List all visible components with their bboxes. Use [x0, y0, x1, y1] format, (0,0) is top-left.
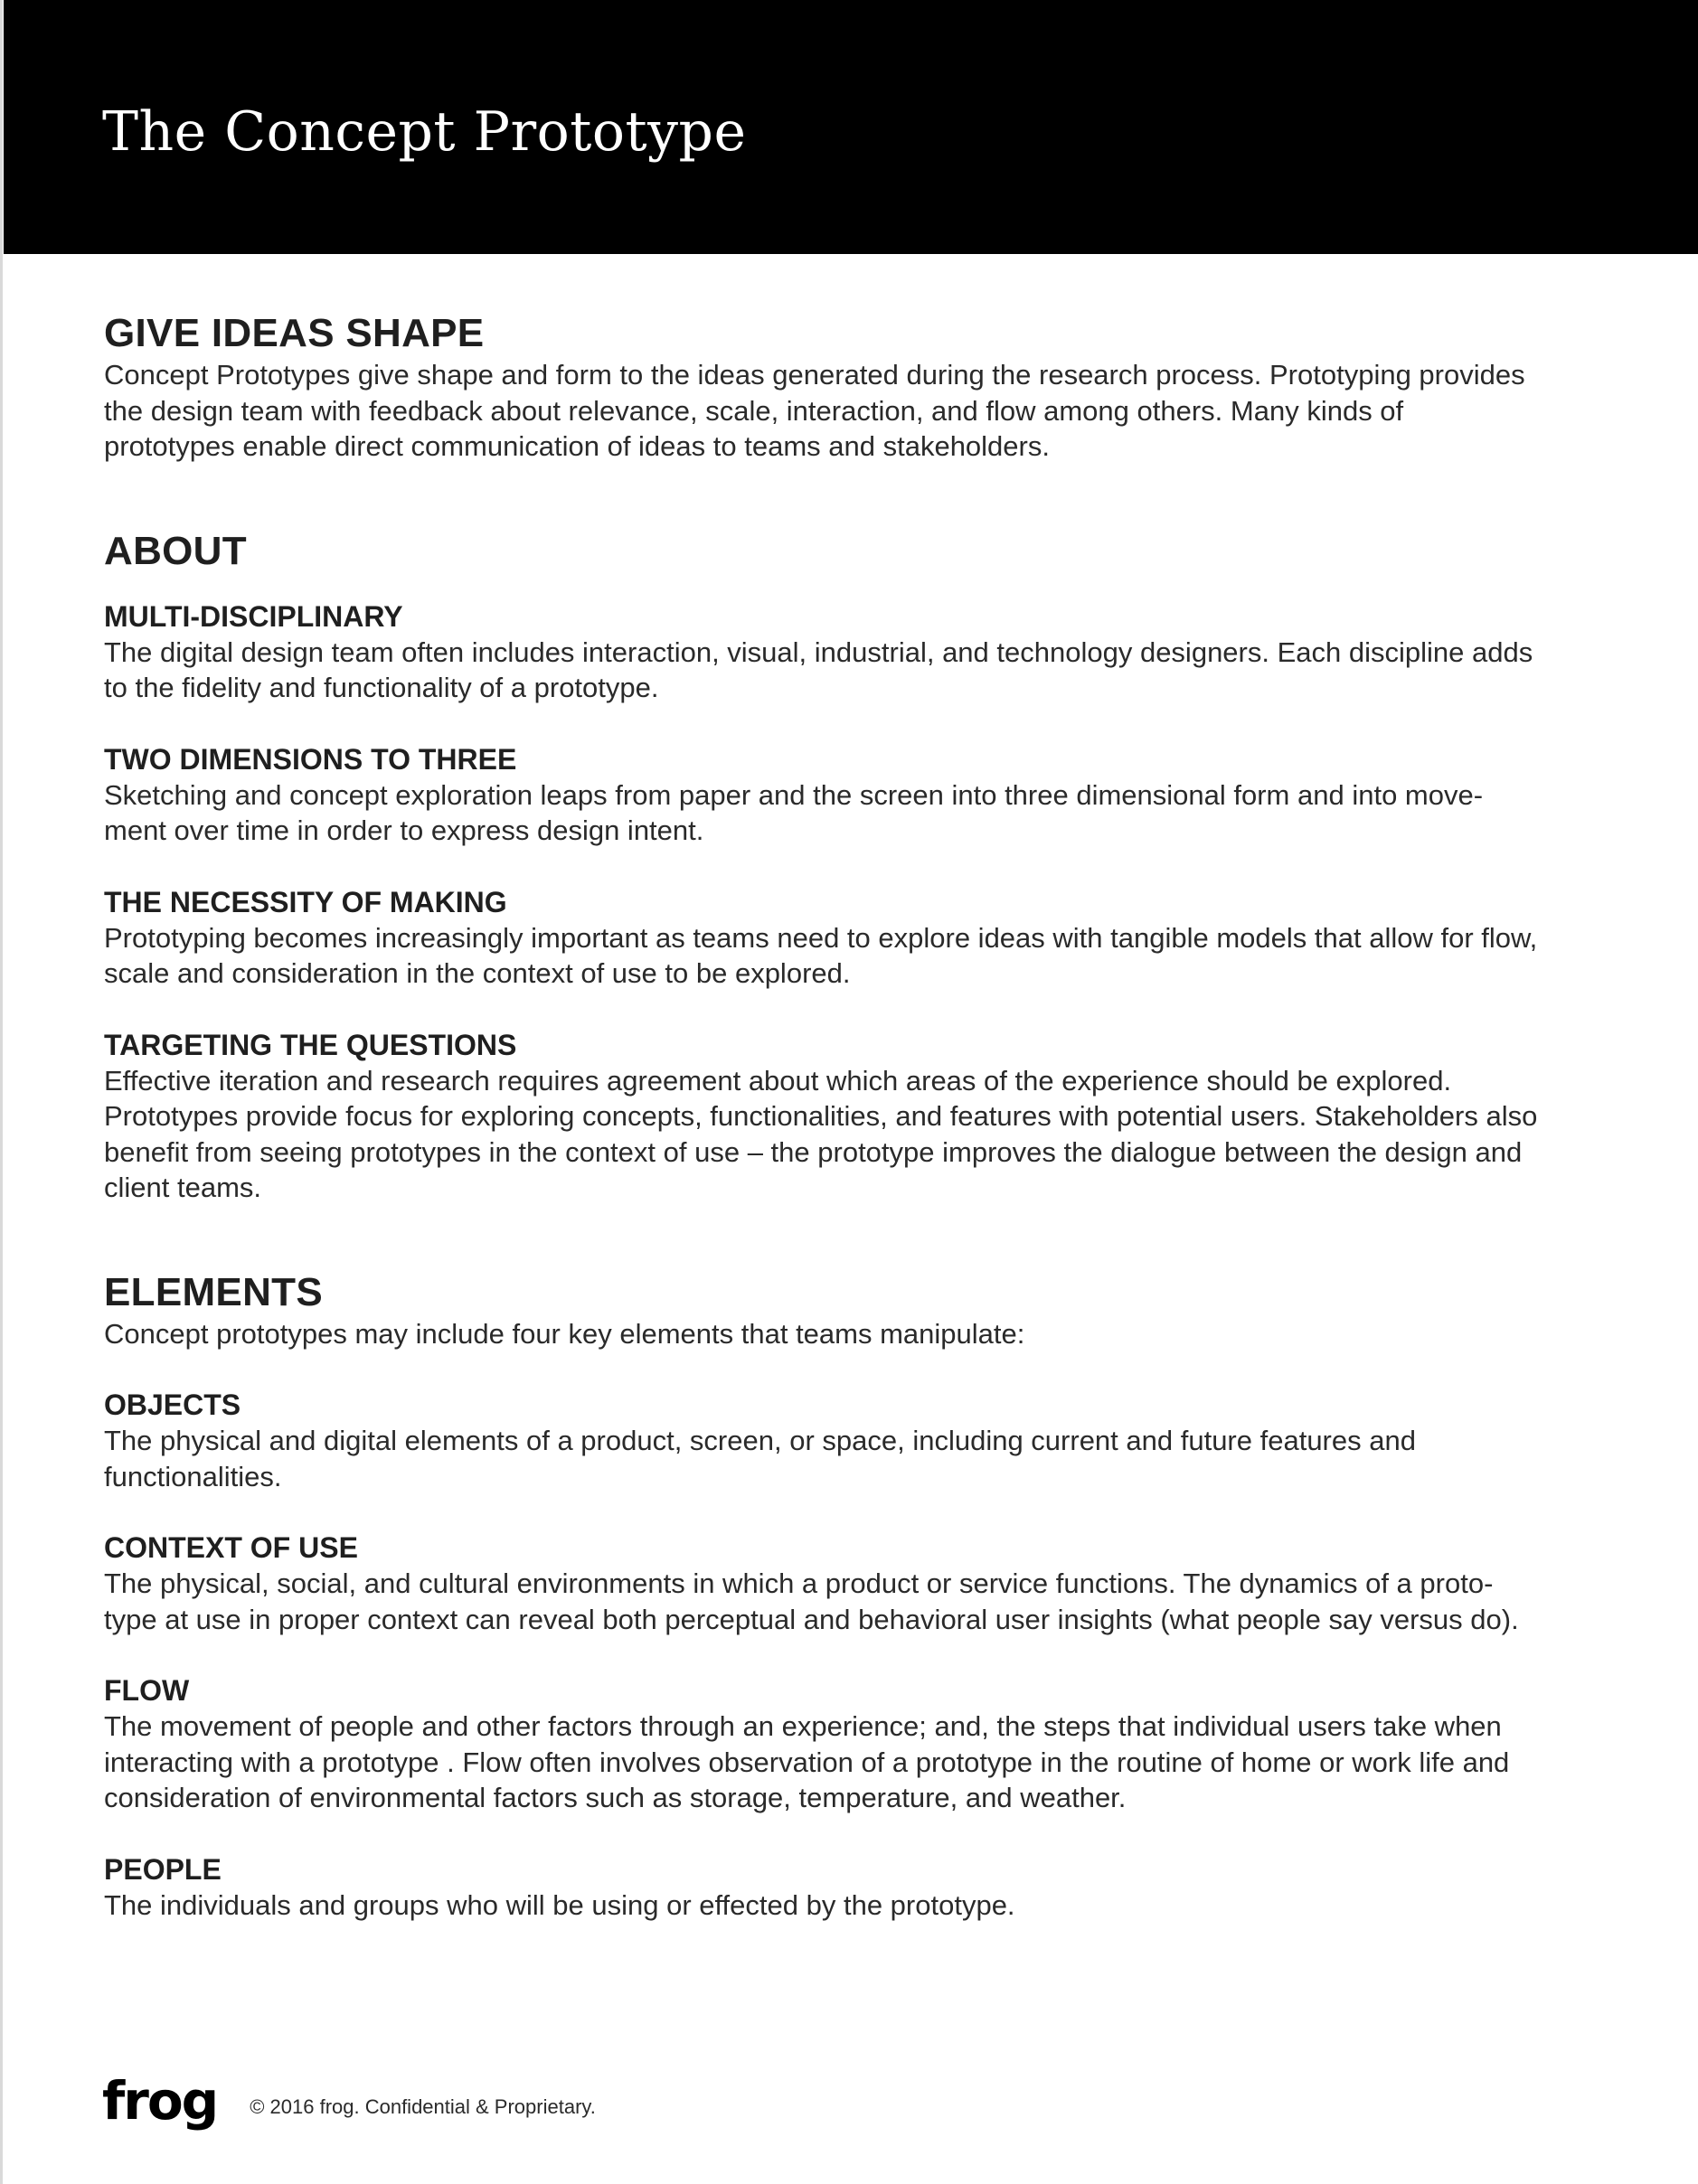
- elements-intro: Concept prototypes may include four key elements that teams manipulate:: [104, 1317, 1025, 1350]
- about-item-body: Prototyping becomes increasingly important as teams need to explore ideas with tangible models that allow for flow, scale and consideration in the context of use to be explored.: [104, 921, 1538, 989]
- document-body: [104, 310, 1542, 1923]
- element-item-title: PEOPLE: [104, 1852, 222, 1886]
- section-heading-elements: ELEMENTS: [104, 1269, 323, 1314]
- title-banner: [4, 0, 1698, 254]
- section-about: [104, 528, 1542, 1206]
- about-item-body: Effective iteration and research requires agreement about which areas of the experience should be explored. Prototypes provide focus for exploring concepts, functionalities, and features with potential users. Stakeholders also benefit from seeing prototypes in the context of use – the prototype improves the dialogue between the design and client teams.: [104, 1064, 1538, 1203]
- section-heading-about: ABOUT: [104, 528, 247, 573]
- about-item-necessity-of-making: [104, 884, 1542, 992]
- page-footer: [102, 2072, 596, 2130]
- element-item-objects: [104, 1387, 1542, 1494]
- about-item-two-dimensions: [104, 741, 1542, 849]
- about-item-title: MULTI-DISCIPLINARY: [104, 599, 403, 633]
- section-body-give-ideas-shape: Concept Prototypes give shape and form to the ideas generated during the research process. Prototyping provides the design team with feedback about relevance, scale, interaction, and flow among others. Many kinds of prototypes enable direct communication of ideas to teams and stakeholders.: [104, 359, 1525, 462]
- element-item-context-of-use: [104, 1530, 1542, 1637]
- section-give-ideas-shape: [104, 310, 1542, 465]
- about-item-body: Sketching and concept exploration leaps from paper and the screen into three dimensional form and into move-ment over time in order to express design intent.: [104, 778, 1484, 846]
- about-item-multi-disciplinary: [104, 598, 1542, 706]
- element-item-body: The movement of people and other factors through an experience; and, the steps that individual users take when interacting with a prototype . Flow often involves observation of a prototype in the routine of home or work life and consideration of environmental factors such as storage, temperature, and weather.: [104, 1710, 1510, 1813]
- frog-logo: frog: [102, 2070, 218, 2132]
- about-item-title: THE NECESSITY OF MAKING: [104, 885, 507, 918]
- page-edge: [0, 0, 3, 2184]
- about-item-title: TWO DIMENSIONS TO THREE: [104, 742, 517, 776]
- about-item-body: The digital design team often includes interaction, visual, industrial, and technology designers. Each discipline adds to the fidelity and functionality of a prototype.: [104, 635, 1533, 703]
- element-item-body: The physical and digital elements of a product, screen, or space, including current and future features and functionalities.: [104, 1425, 1416, 1492]
- element-item-title: FLOW: [104, 1674, 190, 1707]
- element-item-title: OBJECTS: [104, 1389, 241, 1421]
- element-item-people: [104, 1851, 1542, 1924]
- page-title: The Concept Prototype: [102, 100, 747, 164]
- copyright-notice: © 2016 frog. Confidential & Proprietary.: [250, 2095, 596, 2118]
- section-elements: [104, 1269, 1542, 1924]
- about-item-title: TARGETING THE QUESTIONS: [104, 1028, 517, 1061]
- about-item-targeting-questions: [104, 1027, 1542, 1206]
- element-item-title: CONTEXT OF USE: [104, 1531, 358, 1564]
- element-item-flow: [104, 1672, 1542, 1816]
- element-item-body: The individuals and groups who will be using or effected by the prototype.: [104, 1888, 1015, 1921]
- element-item-body: The physical, social, and cultural environments in which a product or service functions. The dynamics of a proto-type at use in proper context can reveal both perceptual and behavioral user insights (what people say versus do).: [104, 1567, 1519, 1635]
- section-heading-give-ideas-shape: GIVE IDEAS SHAPE: [104, 311, 485, 355]
